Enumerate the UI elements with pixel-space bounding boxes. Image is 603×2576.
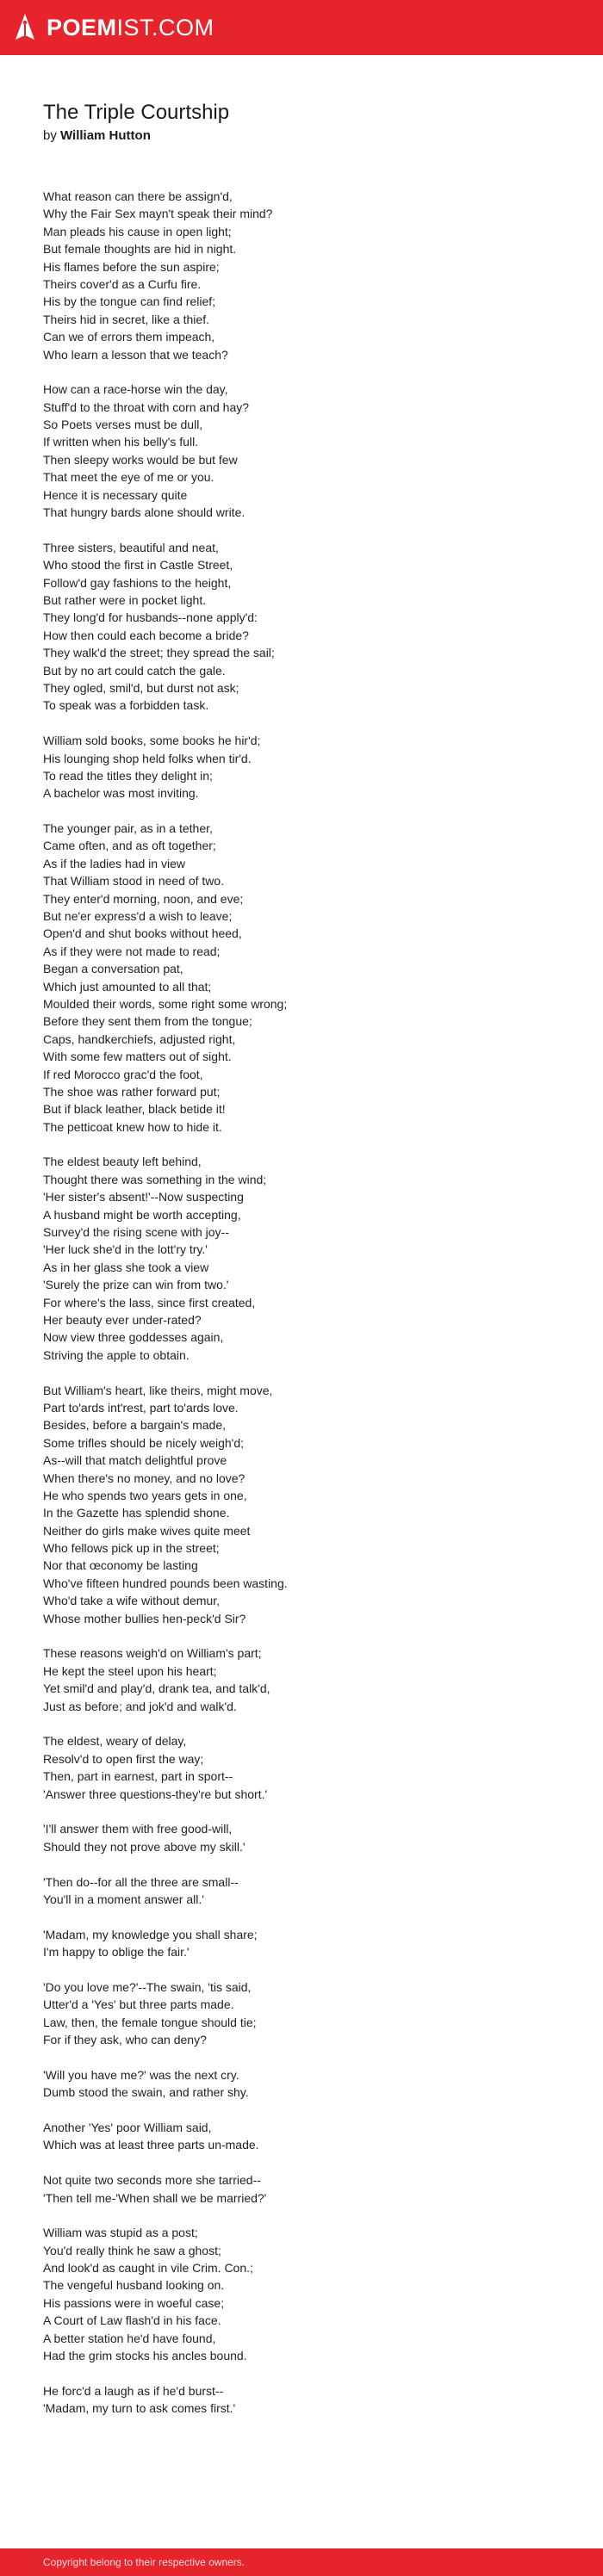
poem-line: You'd really think he saw a ghost; [43,2243,221,2257]
poem-line: The shoe was rather forward put; [43,1084,221,1099]
stanza [43,2224,577,2364]
poem-line: Which was at least three parts un-made. [43,2138,259,2152]
poem-line: Theirs cover'd as a Curfu fire. [43,276,202,291]
poem-line: Another 'Yes' poor William said, [43,2120,212,2134]
poem-line: Had the grim stocks his ancles bound. [43,2349,247,2363]
copyright-text: Copyright belong to their respective owners. [43,2556,246,2568]
poem-line: Who stood the first in Castle Street, [43,558,233,573]
poem-line: A bachelor was most inviting. [43,786,199,801]
poem-line: 'Her sister's absent!'--Now suspecting [43,1190,244,1204]
poem-line: I'm happy to oblige the fair.' [43,1945,190,1960]
byline [43,127,560,145]
poem-line: A husband might be worth accepting, [43,1207,241,1222]
stanza [43,2066,577,2102]
poem-line: Dumb stood the swain, and rather shy. [43,2085,249,2100]
stanza [43,2119,577,2154]
poem-line: He kept the steel upon his heart; [43,1663,217,1678]
poem-line: For where's the lass, since first created, [43,1295,256,1310]
poem-line: Which just amounted to all that; [43,979,212,994]
poem-line: They long'd for husbands--none apply'd: [43,610,258,625]
poem-line: But by no art could catch the gale. [43,663,226,678]
poem-line: He who spends two years gets in one, [43,1488,247,1502]
poem-line: How then could each become a bride? [43,628,249,642]
poem-line: Just as before; and jok'd and walk'd. [43,1699,237,1713]
poem-line: You'll in a moment answer all.' [43,1892,204,1906]
poem-title: The Triple Courtship [43,101,230,124]
poem-line: As in her glass she took a view [43,1260,209,1274]
poem-line: Neither do girls make wives quite meet [43,1523,251,1538]
poem-line: Some trifles should be nicely weigh'd; [43,1435,245,1450]
poem-line: In the Gazette has splendid shone. [43,1506,230,1520]
site-header [0,0,603,55]
stanza [43,1382,577,1627]
poem-line: That meet the eye of me or you. [43,470,214,485]
poem-line: Then, part in earnest, part in sport-- [43,1769,233,1784]
poem-line: 'Surely the prize can win from two.' [43,1278,229,1292]
poem-line: As--will that match delightful prove [43,1453,227,1468]
stanza [43,2382,577,2418]
poem-line: Follow'd gay fashions to the height, [43,575,232,590]
poem-line: 'Will you have me?' was the next cry. [43,2067,239,2082]
poem-line: They ogled, smil'd, but durst not ask; [43,680,239,695]
poem-line: Should they not prove above my skill.' [43,1839,246,1854]
poem-line: 'Do you love me?'--The swain, 'tis said, [43,1979,252,1994]
poem-line: As if the ladies had in view [43,856,185,870]
logo-text-bold: POEM [47,14,117,40]
poem-line: A better station he'd have found, [43,2331,216,2345]
author-link[interactable]: William Hutton [60,128,151,143]
quill-pen-icon [14,13,36,42]
poem-line: William sold books, some books he hir'd; [43,734,261,748]
poem-line: Part to'ards int'rest, part to'ards love. [43,1400,239,1415]
poem-line: 'Then do--for all the three are small-- [43,1874,239,1889]
poem-line: Utter'd a 'Yes' but three parts made. [43,1997,234,2012]
poem-line: 'Her luck she'd in the lott'ry try.' [43,1242,208,1257]
poem-line: That William stood in need of two. [43,874,225,889]
poem-line: Hence it is necessary quite [43,487,188,502]
poem-line: His by the tongue can find relief; [43,294,216,309]
poem-line: But if black leather, black betide it! [43,1102,226,1117]
poem-line: Open'd and shut books without heed, [43,926,242,941]
poem-line: To read the titles they delight in; [43,768,213,783]
poem-line: They walk'd the street; they spread the sail; [43,646,275,660]
poem-line: Striving the apple to obtain. [43,1347,190,1362]
stanza [43,820,577,1136]
stanza [43,188,577,363]
poem-line: As if they were not made to read; [43,944,221,958]
poem-line: Law, then, the female tongue should tie; [43,2015,257,2029]
poem-line: Besides, before a bargain's made, [43,1418,227,1433]
poem-line: Why the Fair Sex mayn't speak their mind? [43,207,273,221]
poem-line: Resolv'd to open first the way; [43,1751,204,1766]
poem-line: They enter'd morning, noon, and eve; [43,891,244,906]
poem-heading [43,100,560,145]
poem-line: Who'd take a wife without demur, [43,1594,220,1608]
stanza [43,1644,577,1715]
poem-line: And look'd as caught in vile Crim. Con.; [43,2261,253,2276]
poem-line: Three sisters, beautiful and neat, [43,540,219,554]
poem-line: Thought there was something in the wind; [43,1172,267,1186]
by-label: by [43,128,57,143]
poem-line: Who've fifteen hundred pounds been wasting. [43,1576,288,1590]
poem-line: Yet smil'd and play'd, drank tea, and talk'd, [43,1681,270,1696]
poem-line: The younger pair, as in a tether, [43,821,213,836]
poem-line: Who learn a lesson that we teach? [43,347,228,362]
poem-line: His flames before the sun aspire; [43,259,220,274]
poem-line: The eldest, weary of delay, [43,1734,187,1749]
stanza [43,732,577,802]
poem-line: To speak was a forbidden task. [43,698,209,713]
poem-line: Her beauty ever under-rated? [43,1313,202,1327]
poem-line: Came often, and as oft together; [43,839,216,853]
poem-line: A Court of Law flash'd in his face. [43,2313,221,2328]
poem-line: Began a conversation pat, [43,962,183,976]
poem-line: So Poets verses must be dull, [43,418,203,432]
poem-line: What reason can there be assign'd, [43,189,233,203]
poem-line: Now view three goddesses again, [43,1330,224,1345]
poem-line: He forc'd a laugh as if he'd burst-- [43,2383,224,2398]
poem-line: 'Answer three questions-they're but short.' [43,1786,268,1801]
poem-line: Whose mother bullies hen-peck'd Sir? [43,1611,246,1625]
site-logo-link[interactable] [47,15,214,41]
poem-line: But William's heart, like theirs, might move, [43,1383,273,1397]
poem-line: With some few matters out of sight. [43,1050,232,1064]
poem-line: But rather were in pocket light. [43,592,207,607]
poem-line: For if they ask, who can deny? [43,2033,207,2047]
poem-line: His passions were in woeful case; [43,2295,225,2310]
stanza [43,539,577,715]
poem-line: That hungry bards alone should write. [43,505,246,520]
poem-line: But female thoughts are hid in night. [43,242,237,257]
site-footer [0,2548,603,2576]
poem-line: Moulded their words, some right some wrong; [43,996,288,1011]
stanza [43,1926,577,1961]
stanza [43,1820,577,1855]
poem-line: When there's no money, and no love? [43,1471,246,1485]
poem-line: 'Madam, my turn to ask comes first.' [43,2401,236,2416]
poem-line: William was stupid as a post; [43,2226,198,2240]
poem-line: But ne'er express'd a wish to leave; [43,909,233,924]
poem-line: Stuff'd to the throat with corn and hay? [43,399,250,414]
poem-body [43,188,577,2435]
poem-line: Who fellows pick up in the street; [43,1541,220,1556]
stanza [43,1873,577,1909]
poem-line: 'I'll answer them with free good-will, [43,1822,233,1836]
logo-text-light: IST.COM [116,14,214,40]
poem-line: Can we of errors them impeach, [43,330,215,344]
poem-line: His lounging shop held folks when tir'd. [43,751,252,765]
stanza [43,1153,577,1364]
poem-line: 'Madam, my knowledge you shall share; [43,1927,258,1941]
poem-line: Theirs hid in secret, like a thief. [43,312,209,326]
poem-line: 'Then tell me-'When shall we be married?' [43,2190,267,2205]
poem-line: The petticoat knew how to hide it. [43,1119,222,1134]
stanza [43,1732,577,1803]
poem-line: The vengeful husband looking on. [43,2278,225,2293]
poem-line: Before they sent them from the tongue; [43,1014,252,1029]
stanza [43,1978,577,2049]
poem-line: If red Morocco grac'd the foot, [43,1067,203,1081]
poem-line: How can a race-horse win the day, [43,382,228,397]
poem-line: Man pleads his cause in open light; [43,224,232,238]
poem-line: Caps, handkerchiefs, adjusted right, [43,1031,236,1046]
poem-line: If written when his belly's full. [43,435,199,449]
poem-line: Nor that œconomy be lasting [43,1558,198,1573]
stanza [43,381,577,521]
poem-line: The eldest beauty left behind, [43,1155,202,1169]
poem-line: Not quite two seconds more she tarried-- [43,2173,261,2188]
poem-line: These reasons weigh'd on William's part; [43,1646,262,1661]
stanza [43,2171,577,2207]
poem-line: Survey'd the rising scene with joy-- [43,1225,229,1240]
poem-line: Then sleepy works would be but few [43,452,238,467]
